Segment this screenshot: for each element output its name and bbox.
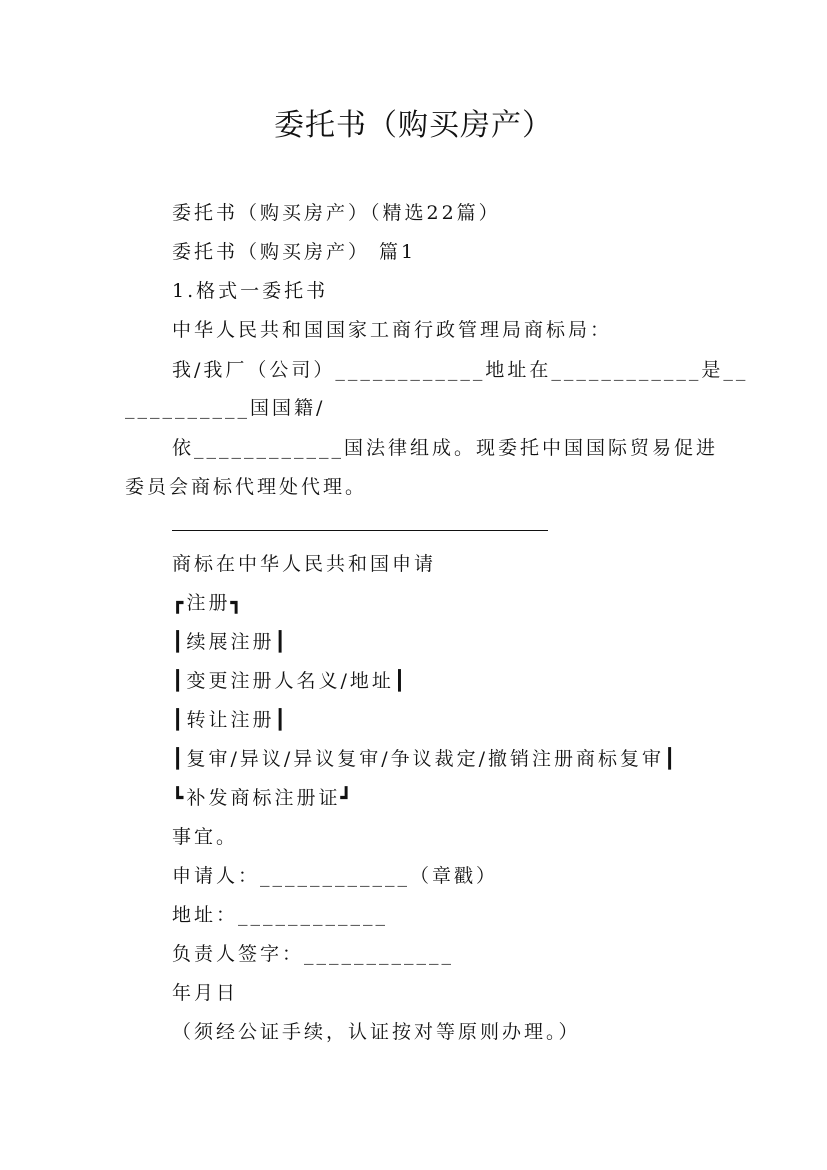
section-heading: 委托书（购买房产） 篇1 [172, 241, 417, 263]
address-field: 地址：____________ [172, 904, 389, 926]
body-line: 事宜。 [172, 826, 239, 848]
date-field: 年月日 [172, 982, 239, 1004]
option-item: ┃转让注册┃ [172, 709, 289, 731]
signature-rule [172, 530, 548, 531]
footnote: （须经公证手续，认证按对等原则办理。） [172, 1021, 581, 1043]
subtitle-line: 委托书（购买房产）（精选22篇） [172, 202, 501, 224]
option-item: ┗补发商标注册证┛ [172, 787, 355, 809]
body-line: 商标在中华人民共和国申请 [172, 553, 437, 575]
option-item: ┃续展注册┃ [172, 631, 289, 653]
signature-field: 负责人签字：____________ [172, 943, 455, 965]
body-line: 依____________国法律组成。现委托中国国际贸易促进 [172, 437, 719, 459]
option-item: ┃复审/异议/异议复审/争议裁定/撤销注册商标复审┃ [172, 748, 679, 770]
body-line: 我/我厂（公司）____________地址在____________是__ [172, 359, 749, 381]
option-item: ┃变更注册人名义/地址┃ [172, 670, 409, 692]
format-heading: 1.格式一委托书 [172, 280, 329, 302]
option-item: ┏注册┓ [172, 592, 245, 614]
document-title: 委托书（购买房产） [274, 108, 553, 143]
body-line: 委员会商标代理处代理。 [125, 476, 368, 498]
body-line: __________国国籍/ [125, 397, 326, 419]
applicant-field: 申请人：____________（章戳） [172, 865, 499, 887]
addressee-line: 中华人民共和国国家工商行政管理局商标局： [172, 319, 613, 341]
